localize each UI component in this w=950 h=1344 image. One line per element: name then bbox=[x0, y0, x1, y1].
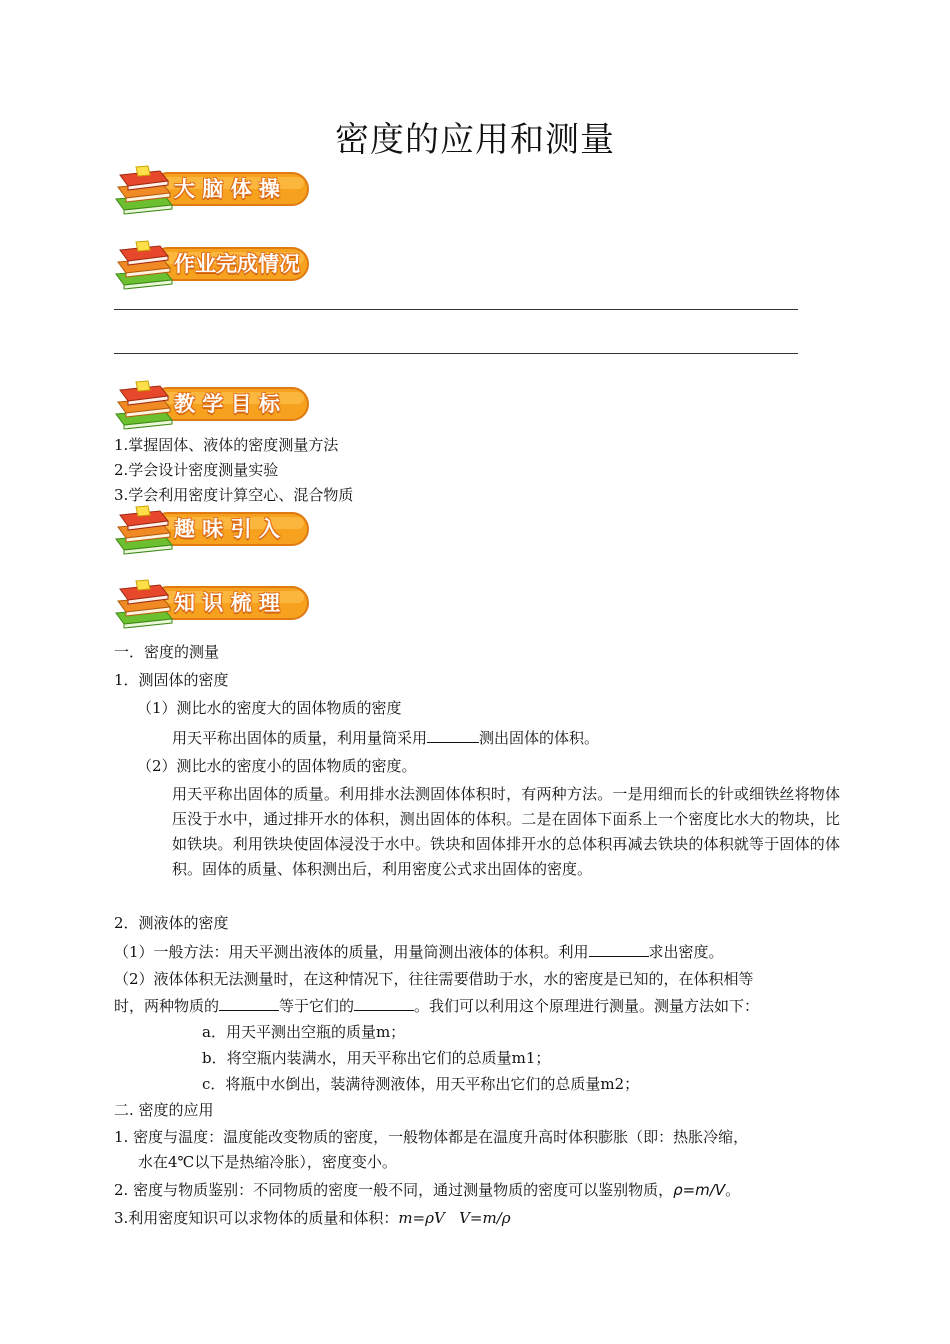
fill-blank[interactable] bbox=[354, 994, 414, 1011]
step-item: c．将瓶中水倒出，装满待测液体，用天平称出它们的总质量m2； bbox=[202, 1075, 640, 1093]
goal-item: 1.掌握固体、液体的密度测量方法 bbox=[114, 436, 339, 454]
text-segment: 3.利用密度知识可以求物体的质量和体积： bbox=[114, 1209, 399, 1227]
banner-label: 作业完成情况 bbox=[174, 252, 300, 276]
text-line: （2）液体体积无法测量时，在这种情况下，往往需要借助于水，水的密度是已知的，在体积相等 bbox=[114, 970, 754, 988]
step-item: a．用天平测出空瓶的质量m； bbox=[202, 1023, 406, 1041]
density-formula: ρ=m/V bbox=[673, 1181, 726, 1199]
text-segment: 测出固体的体积。 bbox=[479, 729, 600, 747]
item-heading: （2）测比水的密度小的固体物质的密度。 bbox=[137, 757, 417, 775]
goal-item: 3.学会利用密度计算空心、混合物质 bbox=[114, 486, 354, 504]
banner-label: 教 学 目 标 bbox=[174, 392, 280, 416]
banner-label: 趣 味 引 入 bbox=[174, 517, 280, 541]
fill-blank[interactable] bbox=[219, 994, 279, 1011]
text-line bbox=[114, 994, 759, 1017]
text-line bbox=[114, 940, 724, 963]
text-segment: 求出密度。 bbox=[648, 943, 724, 961]
subsection-heading: 2．测液体的密度 bbox=[114, 914, 229, 932]
section-banner-knowledge-review bbox=[112, 579, 312, 629]
answer-line[interactable] bbox=[114, 353, 798, 354]
text-line bbox=[114, 1179, 740, 1201]
text-segment: 时，两种物质的 bbox=[114, 997, 220, 1015]
text-segment: 用天平称出固体的质量，利用量筒采用 bbox=[172, 729, 428, 747]
text-segment: 2. 密度与物质鉴别：不同物质的密度一般不同，通过测量物质的密度可以鉴别物质， bbox=[114, 1181, 674, 1199]
fill-blank[interactable] bbox=[427, 726, 479, 743]
section-banner-teaching-goals bbox=[112, 380, 312, 430]
subsection-heading: 1．测固体的密度 bbox=[114, 671, 229, 689]
mass-volume-formula: m=ρV V=m/ρ bbox=[398, 1209, 511, 1227]
text-segment: 等于它们的 bbox=[279, 997, 355, 1015]
section-banner-fun-intro bbox=[112, 505, 312, 555]
text-line: 水在4℃以下是热缩冷胀），密度变小。 bbox=[138, 1153, 397, 1171]
banner-label: 知 识 梳 理 bbox=[174, 591, 280, 615]
text-segment: （1）一般方法：用天平测出液体的质量，用量筒测出液体的体积。利用 bbox=[114, 943, 589, 961]
fill-blank[interactable] bbox=[589, 940, 649, 957]
text-segment: 。我们可以利用这个原理进行测量。测量方法如下： bbox=[414, 997, 760, 1015]
text-segment: 。 bbox=[725, 1181, 741, 1199]
text-line: 1. 密度与温度：温度能改变物质的密度，一般物体都是在温度升高时体积膨胀（即：热胀冷缩， bbox=[114, 1128, 749, 1146]
text-line bbox=[172, 726, 599, 749]
goal-item: 2.学会设计密度测量实验 bbox=[114, 461, 279, 479]
step-item: b．将空瓶内装满水，用天平称出它们的总质量m1； bbox=[202, 1049, 551, 1067]
section-banner-brain-exercise bbox=[112, 165, 312, 215]
text-line bbox=[114, 1207, 511, 1229]
section-banner-homework-status bbox=[112, 240, 312, 290]
page-title: 密度的应用和测量 bbox=[335, 120, 615, 160]
banner-label: 大 脑 体 操 bbox=[174, 177, 280, 201]
section-heading: 二. 密度的应用 bbox=[114, 1101, 214, 1119]
paragraph: 用天平称出固体的质量。利用排水法测固体体积时，有两种方法。一是用细而长的针或细铁丝将物体压没于水中，通过排开水的体积，测出固体的体积。二是在固体下面系上一个密度比水大的物块，比如铁块。利用铁块使固体浸没于水中。铁块和固体排开水的总体积再减去铁块的体积就等于固体的体积。固体的质量、体积测出后，利用密度公式求出固体的密度。 bbox=[172, 785, 840, 878]
section-heading: 一．密度的测量 bbox=[114, 643, 220, 661]
answer-line[interactable] bbox=[114, 309, 798, 310]
item-heading: （1）测比水的密度大的固体物质的密度 bbox=[137, 699, 402, 717]
